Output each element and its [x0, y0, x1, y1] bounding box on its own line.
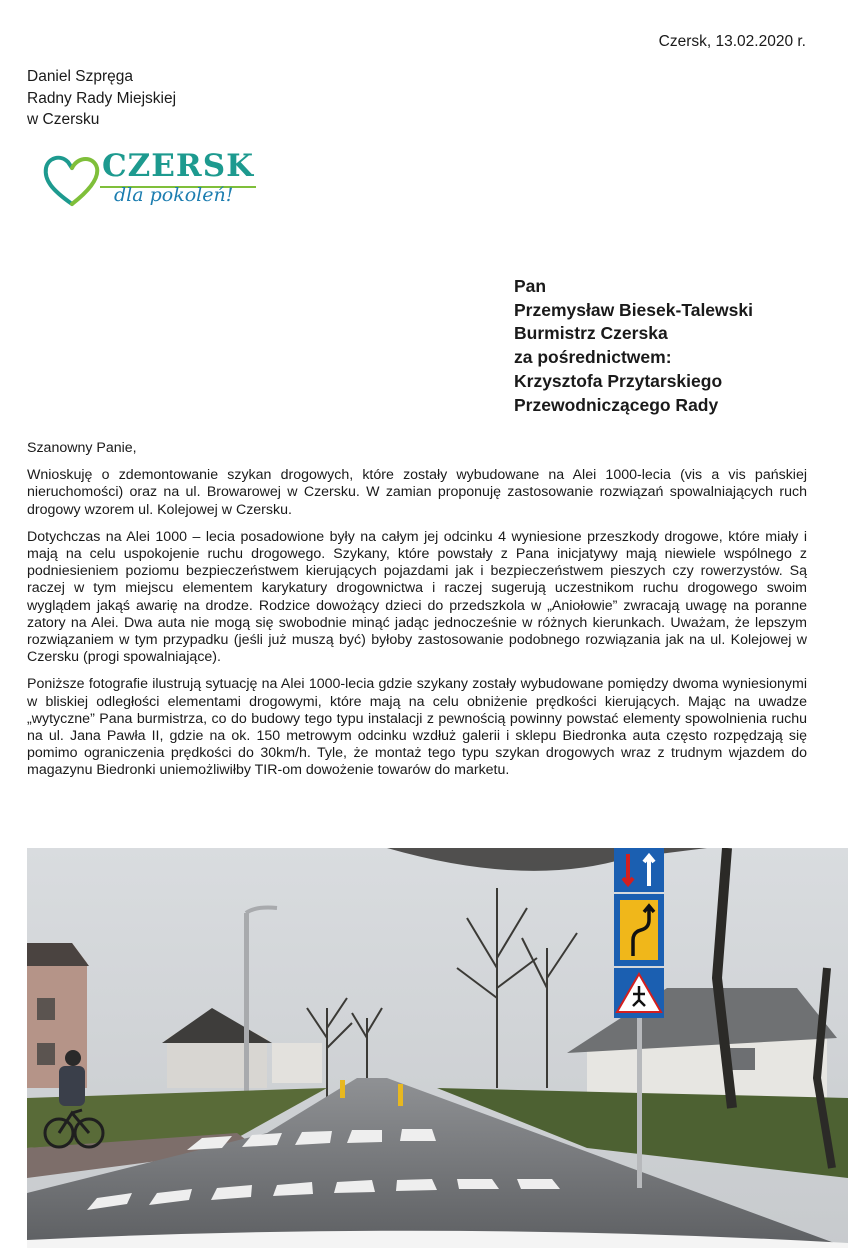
recipient-block [514, 275, 753, 417]
logo-wordmark: CZERSK [102, 148, 255, 184]
sender-title: Radny Rady Miejskiej [27, 89, 177, 107]
salutation: Szanowny Panie, [27, 440, 137, 456]
logo-tagline: dla pokoleń! [114, 184, 234, 206]
recipient-line: Burmistrz Czerska [514, 323, 668, 344]
street-photo [27, 848, 848, 1248]
czersk-logo [42, 148, 257, 214]
paragraph: Poniższe fotografie ilustrują sytuację na Alei 1000-lecia gdzie szykany zostały wybudowane pomiędzy dwoma wyniesionymi w bliskiej odległości elementami drogowymi, które mają na celu obniżenie prędkości kierujących. Mając na uwadze „wytyczne” Pana burmistrza, co do budowy tego typu instalacji z pewnością powinny powstać elementy spowolnienia ruchu na ul. Jana Pawła II, gdzie na ok. 150 metrowym odcinku wzdłuż galerii i sklepu Biedronka auta często rozpędzają się pomimo ograniczenia prędkości do 30km/h. Tyle, że montaż tego typu szykan drogowych wraz z trudnym wjazdem do magazynu Biedronki uniemożliwiłby TIR-om dowożenie towarów do marketu. [27, 676, 807, 779]
recipient-line: Przewodniczącego Rady [514, 394, 719, 415]
paragraph: Dotychczas na Alei 1000 – lecia posadowione były na całym jej odcinku 4 wyniesione przeszkody drogowe, które miały i mają na celu uspokojenie ruchu drogowego. Szykany, które powstały z Pana inicjatywy mają niewiele wspólnego z podniesieniem poziomu bezpieczeństwem kierujących pojazdami jak i bezpieczeństwem pieszych czy rowerzystów. Są raczej w tym miejscu elementem karykatury drogownictwa i raczej sugerują uczestnikom ruchu drogowego swoim wyglądem jakąś awarię na drodze. Rodzice dowożący dzieci do przedszkola w „Aniołowie” zwracają uwagę na poranne zatory na Alei. Dwa auta nie mogą się swobodnie minąć jadąc jednocześnie w różnych kierunkach. Uważam, że lepszym rozwiązaniem w tym przypadku (jeśli już muszą być) byłoby zastosowanie podobnego rozwiązania jak na ul. Kolejowej w Czersku (progi spowalniające). [27, 528, 807, 666]
letter-body [27, 440, 807, 790]
sender-block [27, 66, 176, 131]
sender-location: w Czersku [27, 111, 100, 128]
street-photo-illustration [27, 848, 848, 1248]
recipient-line: Krzysztofa Przytarskiego [514, 370, 723, 391]
letter-date: Czersk, 13.02.2020 r. [658, 33, 806, 50]
paragraph: Wnioskuję o zdemontowanie szykan drogowych, które zostały wybudowane na Alei 1000-lecia (vis a vis pańskiej nieruchomości) oraz na ul. Browarowej w Czersku. W zamian proponuję zastosowanie rozwiązań spowalniających ruch drogowy wzorem ul. Kolejowej w Czersku. [27, 467, 807, 518]
heart-icon [42, 152, 102, 212]
recipient-line: Przemysław Biesek-Talewski [514, 299, 753, 320]
sender-name: Daniel Szpręga [27, 68, 133, 85]
recipient-line: Pan [514, 276, 547, 296]
recipient-line: za pośrednictwem: [514, 347, 672, 368]
